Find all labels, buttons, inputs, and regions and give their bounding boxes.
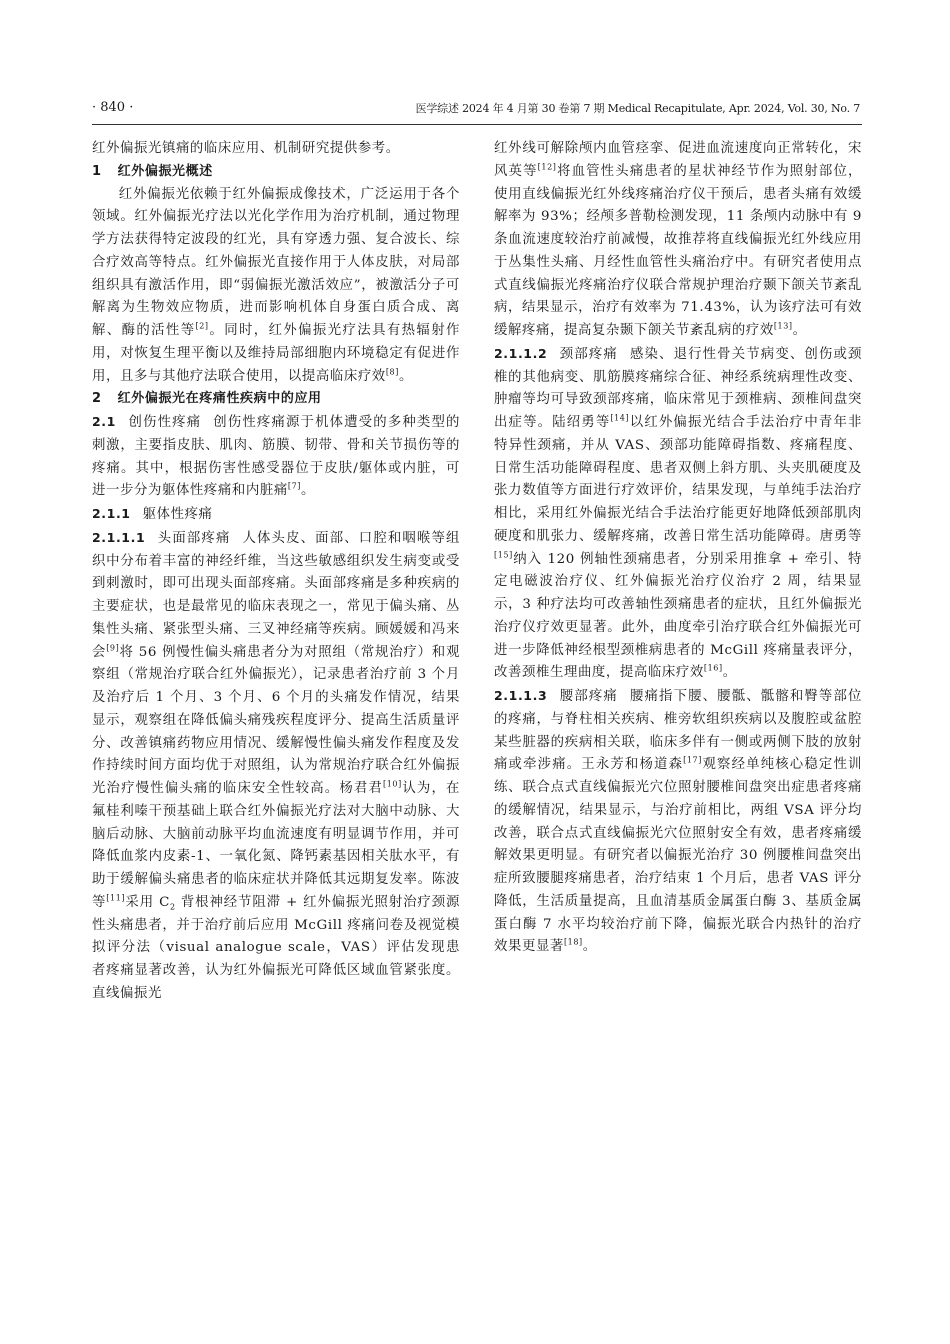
header-rule bbox=[92, 124, 862, 125]
subsection-title: 头面部疼痛 bbox=[157, 530, 231, 546]
left-column bbox=[92, 138, 460, 1006]
section-heading-2: 2 红外偏振光在疼痛性疾病中的应用 bbox=[92, 391, 322, 407]
citation: [7] bbox=[287, 481, 302, 491]
citation: [2] bbox=[195, 321, 209, 331]
citation: [14] bbox=[610, 413, 630, 423]
citation: [13] bbox=[773, 321, 793, 331]
paragraph-overview: 红外偏振光依赖于红外偏振成像技术，广泛运用于各个领域。红外偏振光疗法以光化学作用为治疗机制，通过物理学方法获得特定波段的红光，具有穿透力强、复合波长、综合疗效高等特点。红外偏振光直接作用于人体皮肤，对局部组织具有激活作用，即“弱偏振光激活效应”，被激活分子可解离为生物效应物质，进而影响机体自身蛋白质合成、离解、酶的活性等[2]。同时，红外偏振光疗法具有热辐射作用，对恢复生理平衡以及维持局部细胞内环境稳定有促进作用，且多与其他疗法联合使用，以提高临床疗效[8]。 bbox=[92, 186, 460, 384]
section-heading-1: 1 红外偏振光概述 bbox=[92, 163, 213, 179]
citation: [16] bbox=[703, 663, 723, 673]
citation: [10] bbox=[382, 779, 402, 789]
subsection-title: 颈部疼痛 bbox=[559, 346, 618, 362]
right-column bbox=[494, 138, 862, 959]
citation: [12] bbox=[537, 162, 557, 172]
paragraph-continued: 红外线可解除颅内血管痉挛、促进血流速度向正常转化，宋风英等[12]将血管性头痛患者的星状神经节作为照射部位，使用直线偏振光红外线疼痛治疗仪干预后，患者头痛有效缓解率为 93%；经颅多普勒检测发现，11 条颅内动脉中有 9 条血流速度较治疗前减慢，故推荐将直线偏振光红外线应用于丛集性头痛、月经性血管性头痛治疗中。有研究者使用点式直线偏振光疼痛治疗仪联合常规护理治疗颞下颌关节紊乱病，结果显示，治疗有效率为 71.43%，认为该疗法可有效缓解疼痛，提高复杂颞下颌关节紊乱病的疗效[13]。 bbox=[494, 141, 862, 338]
paragraph-traumatic-pain: 2.1 创伤性疼痛 创伤性疼痛源于机体遭受的多种类型的刺激，主要指皮肤、肌肉、筋膜、韧带、骨和关节损伤等的疼痛。其中，根据伤害性感受器位于皮肤/躯体或内脏，可进一步分为躯体性疼痛和内脏痛[7]。 bbox=[92, 414, 460, 499]
paragraph-head-face-pain: 2.1.1.1 头面部疼痛 人体头皮、面部、口腔和咽喉等组织中分布着丰富的神经纤维，当这些敏感组织发生病变或受到刺激时，即可出现头面部疼痛。头面部疼痛是多种疾病的主要症状，也是最常见的临床表现之一，常见于偏头痛、丛集性头痛、紧张型头痛、三叉神经痛等疾病。顾媛媛和冯来会[9]将 56 例慢性偏头痛患者分为对照组（常规治疗）和观察组（常规治疗联合红外偏振光），记录患者治疗前 3 个月及治疗后 1 个月、3 个月、6 个月的头痛发作情况，结果显示，观察组在降低偏头痛残疾程度评分、提高生活质量评分、改善镇痛药物应用情况、缓解慢性偏头痛发作程度及发作持续时间方面均优于对照组，认为常规治疗联合红外偏振光治疗慢性偏头痛的临床安全性较高。杨君君[10]认为，在氟桂利嗪干预基础上联合红外偏振光疗法对大脑中动脉、大脑后动脉、大脑前动脉平均血流速度有明显调节作用，并可降低血浆内皮素-1、一氧化氮、降钙素基因相关肽水平，有助于缓解偏头痛患者的临床症状并降低其远期复发率。陈波等[11]采用 $C_2$ 背根神经节阻滞 + 红外偏振光照射治疗颈源性头痛患者，并于治疗前后应用 McGill 疼痛问卷及视觉模拟评分法（visual analogue scale，VAS）评估发现患者疼痛显著改善，认为红外偏振光可降低区域血管紧张度。直线偏振光 bbox=[92, 529, 461, 1001]
page-number: · 840 · bbox=[92, 100, 134, 115]
citation: [11] bbox=[106, 893, 126, 903]
page-header bbox=[92, 100, 860, 124]
citation: [15] bbox=[494, 550, 513, 560]
subsection-heading-2-1-1: 2.1.1 躯体性疼痛 bbox=[92, 506, 213, 522]
citation: [18] bbox=[563, 937, 583, 947]
subsection-title: 创伤性疼痛 bbox=[127, 415, 202, 430]
subsection-title: 腰部疼痛 bbox=[559, 689, 618, 704]
paragraph-continued: 红外偏振光镇痛的临床应用、机制研究提供参考。 bbox=[92, 141, 400, 156]
citation: [8] bbox=[385, 367, 399, 377]
citation: [17] bbox=[683, 755, 702, 765]
subscript: 2 bbox=[170, 902, 176, 912]
running-head: 医学综述 2024 年 4 月第 30 卷第 7 期 Medical Recapitulate, Apr. 2024, Vol. 30, No. 7 bbox=[415, 102, 860, 115]
paragraph-neck-pain: 2.1.1.2 颈部疼痛 感染、退行性骨关节病变、创伤或颈椎的其他病变、肌筋膜疼痛综合征、神经系统病理性改变、肿瘤等均可导致颈部疼痛，临床常见于颈椎病、颈椎间盘突出症等。陆绍勇等[14]以红外偏振光结合手法治疗中青年非特异性颈痛，并从 VAS、颈部功能障碍指数、疼痛程度、日常生活功能障碍程度、患者双侧上斜方肌、头夹肌硬度及张力数值等方面进行疗效评价，结果发现，与单纯手法治疗相比，采用红外偏振光结合手法治疗能更好地降低颈部肌肉硬度和肌张力、缓解疼痛，改善日常生活功能障碍。唐勇等[15]纳入 120 例轴性颈痛患者，分别采用推拿 + 牵引、特定电磁波治疗仪、红外偏振光治疗仪治疗 2 周，结果显示，3 种疗法均可改善轴性颈痛患者的症状，且红外偏振光治疗仪疗效更显著。此外，曲度牵引治疗联合红外偏振光可进一步降低神经根型颈椎病患者的 McGill 疼痛量表评分，改善颈椎生理曲度，提高临床疗效[16]。 bbox=[494, 345, 862, 681]
paragraph-low-back-pain: 2.1.1.3 腰部疼痛 腰痛指下腰、腰骶、骶髂和臀等部位的疼痛，与脊柱相关疾病、椎旁软组织疾病以及腹腔或盆腔某些脏器的疾病相关联，临床多伴有一侧或两侧下肢的放射痛或牵涉痛。王永芳和杨道森[17]观察经单纯核心稳定性训练、联合点式直线偏振光穴位照射腰椎间盘突出症患者疼痛的缓解情况，结果显示，与治疗前相比，两组 VSA 评分均改善，联合点式直线偏振光穴位照射安全有效，患者疼痛缓解效果更明显。有研究者以偏振光治疗 30 例腰椎间盘突出症所致腰腿疼痛患者，治疗结束 1 个月后，患者 VAS 评分降低，生活质量提高，且血清基质金属蛋白酶 3、基质金属蛋白酶 7 水平均较治疗前下降，偏振光联合内热针的治疗效果更显著[18]。 bbox=[494, 688, 862, 955]
citation: [9] bbox=[106, 643, 120, 653]
